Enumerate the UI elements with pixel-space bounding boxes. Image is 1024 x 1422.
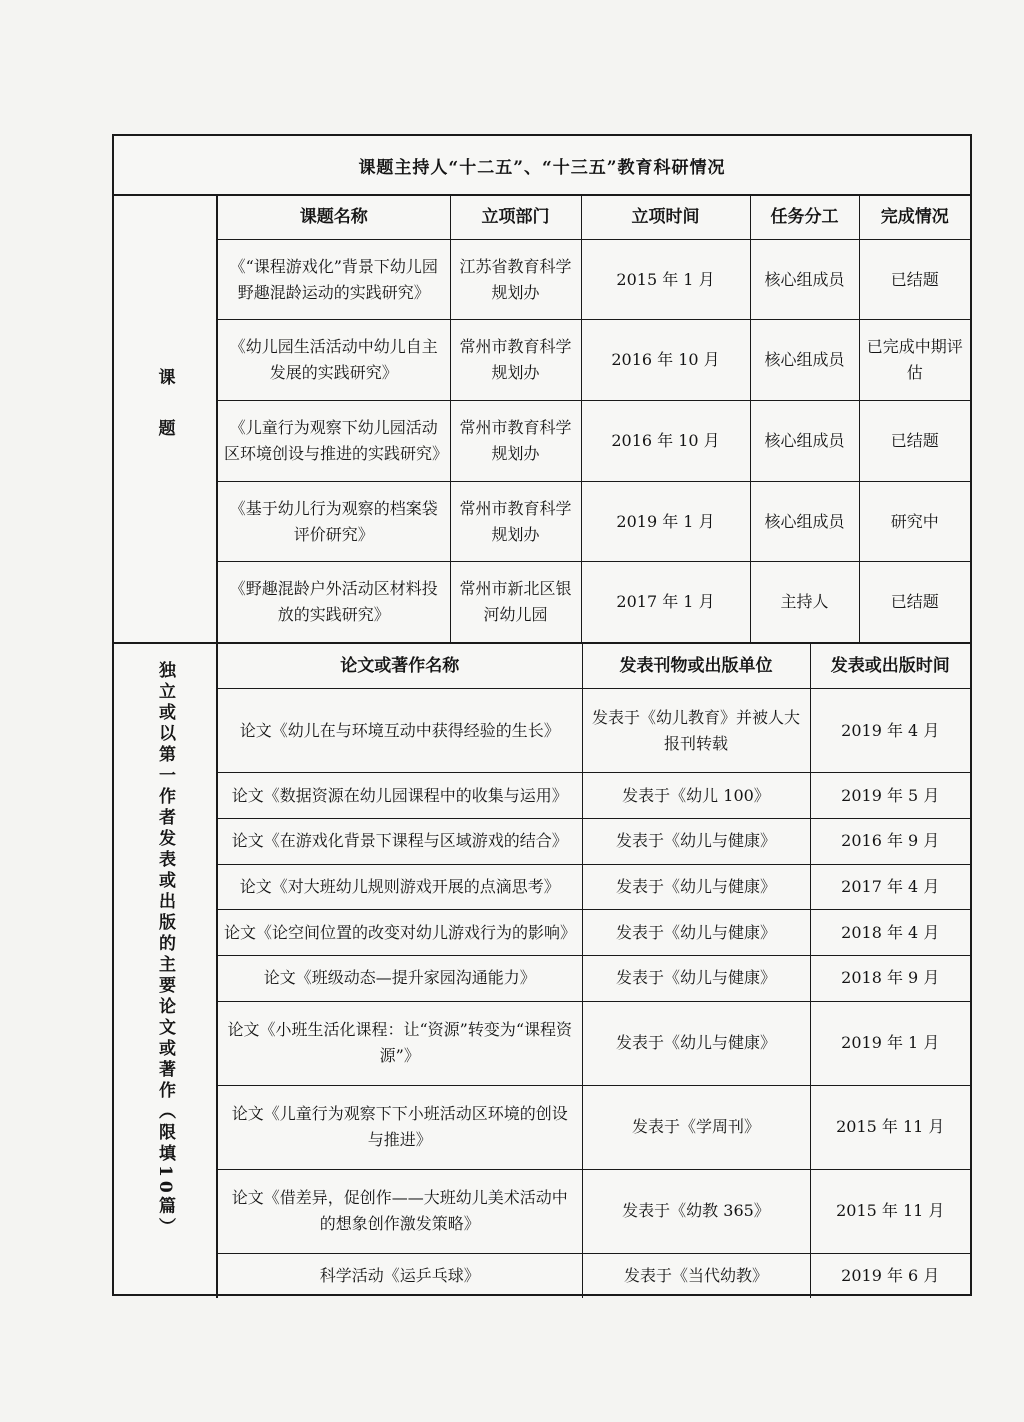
paper-column-header: 发表刊物或出版单位 <box>582 644 810 689</box>
project-cell: 2016 年 10 月 <box>581 320 750 401</box>
project-cell: 已结题 <box>859 401 970 482</box>
projects-table <box>218 196 970 642</box>
project-cell: 研究中 <box>859 481 970 562</box>
table-row <box>218 910 970 956</box>
paper-cell: 2019 年 4 月 <box>810 689 970 773</box>
paper-cell: 2017 年 4 月 <box>810 864 970 910</box>
table-row <box>218 401 970 482</box>
paper-cell: 发表于《当代幼教》 <box>582 1253 810 1298</box>
paper-cell: 发表于《幼儿与健康》 <box>582 910 810 956</box>
project-cell: 江苏省教育科学规划办 <box>450 239 581 320</box>
paper-cell: 论文《论空间位置的改变对幼儿游戏行为的影响》 <box>218 910 582 956</box>
project-cell: 主持人 <box>750 562 859 642</box>
project-cell: 已完成中期评估 <box>859 320 970 401</box>
table-row <box>218 1169 970 1253</box>
project-cell: 《基于幼儿行为观察的档案袋评价研究》 <box>218 481 450 562</box>
project-header-row <box>218 196 970 239</box>
papers-table <box>218 644 970 1298</box>
project-cell: 2015 年 1 月 <box>581 239 750 320</box>
project-column-header: 立项部门 <box>450 196 581 239</box>
paper-cell: 2019 年 1 月 <box>810 1001 970 1085</box>
paper-cell: 论文《儿童行为观察下下小班活动区环境的创设与推进》 <box>218 1085 582 1169</box>
paper-cell: 科学活动《运乒乓球》 <box>218 1253 582 1298</box>
paper-cell: 2019 年 5 月 <box>810 773 970 819</box>
paper-cell: 论文《对大班幼儿规则游戏开展的点滴思考》 <box>218 864 582 910</box>
table-row <box>218 562 970 642</box>
projects-section <box>114 196 970 644</box>
project-cell: 核心组成员 <box>750 481 859 562</box>
paper-cell: 论文《借差异，促创作——大班幼儿美术活动中的想象创作激发策略》 <box>218 1169 582 1253</box>
project-cell: 《幼儿园生活活动中幼儿自主发展的实践研究》 <box>218 320 450 401</box>
project-cell: 已结题 <box>859 562 970 642</box>
paper-cell: 发表于《幼儿与健康》 <box>582 956 810 1002</box>
paper-cell: 论文《数据资源在幼儿园课程中的收集与运用》 <box>218 773 582 819</box>
paper-cell: 2019 年 6 月 <box>810 1253 970 1298</box>
paper-cell: 发表于《幼儿与健康》 <box>582 1001 810 1085</box>
project-column-header: 完成情况 <box>859 196 970 239</box>
project-cell: 核心组成员 <box>750 320 859 401</box>
project-cell: 2016 年 10 月 <box>581 401 750 482</box>
project-cell: 常州市新北区银河幼儿园 <box>450 562 581 642</box>
paper-cell: 论文《班级动态—提升家园沟通能力》 <box>218 956 582 1002</box>
project-cell: 2019 年 1 月 <box>581 481 750 562</box>
project-cell: 《儿童行为观察下幼儿园活动区环境创设与推进的实践研究》 <box>218 401 450 482</box>
paper-cell: 发表于《幼儿教育》并被人大报刊转载 <box>582 689 810 773</box>
papers-side-label: 独立或以第一作者发表或出版的主要论文或著作（限填10篇） <box>114 644 218 1298</box>
form-title: 课题主持人“十二五”、“十三五”教育科研情况 <box>114 136 970 196</box>
project-cell: 《“课程游戏化”背景下幼儿园野趣混龄运动的实践研究》 <box>218 239 450 320</box>
paper-cell: 发表于《学周刊》 <box>582 1085 810 1169</box>
paper-column-header: 论文或著作名称 <box>218 644 582 689</box>
table-row <box>218 773 970 819</box>
table-row <box>218 864 970 910</box>
paper-cell: 发表于《幼教 365》 <box>582 1169 810 1253</box>
project-column-header: 课题名称 <box>218 196 450 239</box>
papers-section <box>114 644 970 1298</box>
table-row <box>218 1085 970 1169</box>
paper-cell: 2018 年 4 月 <box>810 910 970 956</box>
paper-column-header: 发表或出版时间 <box>810 644 970 689</box>
paper-cell: 2018 年 9 月 <box>810 956 970 1002</box>
paper-cell: 论文《幼儿在与环境互动中获得经验的生长》 <box>218 689 582 773</box>
paper-cell: 发表于《幼儿 100》 <box>582 773 810 819</box>
projects-side-label: 课题 <box>114 196 218 642</box>
project-cell: 核心组成员 <box>750 239 859 320</box>
project-column-header: 任务分工 <box>750 196 859 239</box>
paper-cell: 发表于《幼儿与健康》 <box>582 819 810 865</box>
paper-cell: 论文《小班生活化课程：让“资源”转变为“课程资源”》 <box>218 1001 582 1085</box>
paper-cell: 2016 年 9 月 <box>810 819 970 865</box>
table-row <box>218 1001 970 1085</box>
project-cell: 核心组成员 <box>750 401 859 482</box>
project-cell: 常州市教育科学规划办 <box>450 401 581 482</box>
paper-header-row <box>218 644 970 689</box>
paper-cell: 发表于《幼儿与健康》 <box>582 864 810 910</box>
paper-cell: 2015 年 11 月 <box>810 1085 970 1169</box>
project-cell: 常州市教育科学规划办 <box>450 481 581 562</box>
research-form <box>112 134 972 1296</box>
project-cell: 常州市教育科学规划办 <box>450 320 581 401</box>
table-row <box>218 819 970 865</box>
table-row <box>218 481 970 562</box>
table-row <box>218 956 970 1002</box>
table-row <box>218 689 970 773</box>
project-cell: 2017 年 1 月 <box>581 562 750 642</box>
project-cell: 《野趣混龄户外活动区材料投放的实践研究》 <box>218 562 450 642</box>
table-row <box>218 1253 970 1298</box>
project-column-header: 立项时间 <box>581 196 750 239</box>
paper-cell: 论文《在游戏化背景下课程与区域游戏的结合》 <box>218 819 582 865</box>
paper-cell: 2015 年 11 月 <box>810 1169 970 1253</box>
table-row <box>218 320 970 401</box>
table-row <box>218 239 970 320</box>
project-cell: 已结题 <box>859 239 970 320</box>
